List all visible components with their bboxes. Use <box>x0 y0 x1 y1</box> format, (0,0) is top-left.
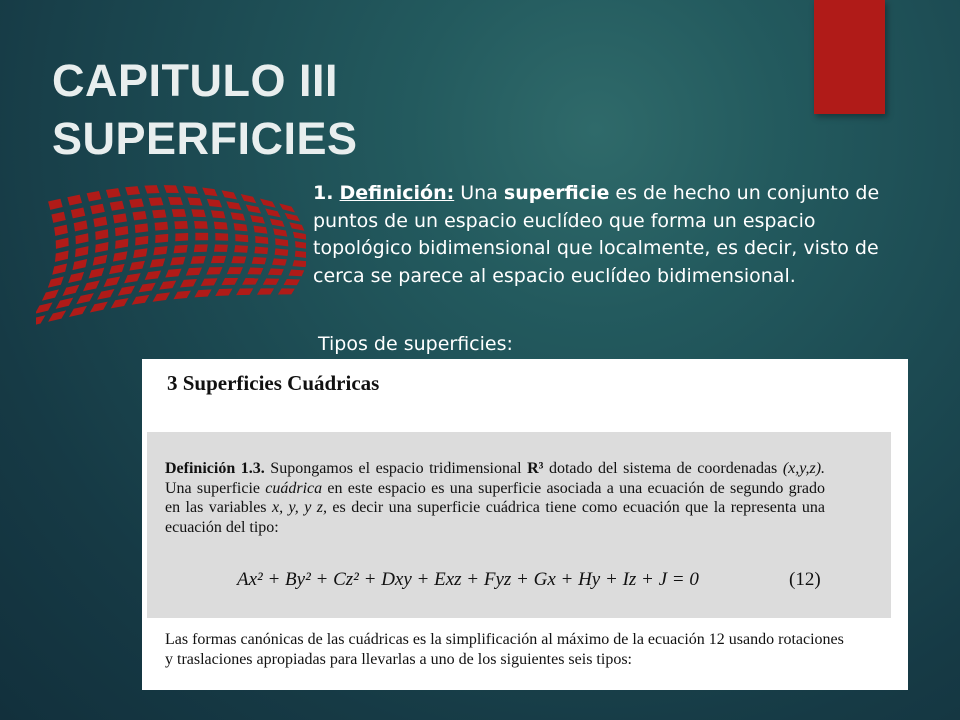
types-label: Tipos de superficies: <box>318 333 513 355</box>
grid-cell <box>113 251 127 261</box>
grid-cell <box>164 185 179 193</box>
grid-cell <box>247 267 263 274</box>
def-part1: Supongamos el espacio tridimensional <box>264 460 528 477</box>
grid-cell <box>207 199 222 208</box>
grid-cell <box>72 259 87 270</box>
grid-cell <box>95 242 108 253</box>
grid-cell <box>67 195 82 206</box>
grid-cell <box>183 186 198 194</box>
quadric-surfaces-excerpt <box>142 359 908 690</box>
grid-cell <box>168 197 183 205</box>
grid-cell <box>149 197 164 206</box>
grid-cell <box>51 212 65 223</box>
grid-cell <box>235 234 248 242</box>
grid-cell <box>170 257 185 266</box>
grid-cell <box>289 222 304 230</box>
def-vars: x, y, y z, <box>271 499 327 516</box>
canonical-forms-text: Las formas canónicas de las cuádricas es la simplificación al máximo de la ecuación 12 usando rotaciones y traslaciones apropiadas para llevarlas a uno de los siguientes seis tipos: <box>165 631 844 668</box>
grid-cell <box>272 258 287 265</box>
grid-cell <box>56 238 69 249</box>
grid-cell <box>135 223 148 233</box>
grid-cell <box>253 225 267 233</box>
definition-paragraph <box>313 180 893 290</box>
grid-cell <box>132 295 150 305</box>
grid-cell <box>89 268 105 279</box>
grid-cell <box>133 211 147 220</box>
equation-number: (12) <box>789 569 821 590</box>
grid-cell <box>152 210 166 219</box>
grid-cell <box>36 302 53 313</box>
grid-cell <box>48 276 64 287</box>
grid-cell <box>129 199 144 208</box>
grid-cell <box>214 244 228 251</box>
grid-cell <box>55 251 69 262</box>
grid-cell <box>118 286 135 296</box>
grid-cell <box>211 256 226 263</box>
quadric-definition <box>165 459 825 537</box>
grid-cell <box>257 288 274 294</box>
grid-cell <box>145 271 161 281</box>
grid-cell <box>42 289 59 300</box>
grid-cell <box>138 283 155 293</box>
grid-cell <box>260 198 276 207</box>
grid-cell <box>93 255 108 266</box>
grid-cell <box>268 268 284 275</box>
grid-cell <box>206 267 222 274</box>
definition-term: superficie <box>503 182 610 204</box>
grid-cell <box>236 288 253 295</box>
grid-cell <box>279 203 295 212</box>
grid-cell <box>221 278 238 285</box>
grid-cell <box>221 190 237 199</box>
grid-cell <box>153 292 171 301</box>
grid-cell <box>284 279 301 285</box>
grid-cell <box>159 281 176 290</box>
grid-cell <box>194 244 208 252</box>
grid-cell <box>75 246 88 257</box>
grid-cell <box>155 222 169 231</box>
grid-cell <box>87 191 102 201</box>
grid-cell <box>187 197 202 205</box>
grid-cell <box>174 245 188 253</box>
grid-cell <box>115 226 128 236</box>
grid-cell <box>195 233 208 241</box>
grid-cell <box>172 209 186 217</box>
grid-cell <box>295 251 306 258</box>
grid-cell <box>214 222 228 230</box>
grid-cell <box>76 293 94 304</box>
definition-intro: Una <box>454 182 504 204</box>
grid-cell <box>90 302 108 313</box>
grid-cell <box>273 228 287 236</box>
grid-cell <box>211 210 226 218</box>
grid-cell <box>71 208 85 219</box>
grid-cell <box>234 245 248 253</box>
def-quadric: cuádrica <box>265 479 323 497</box>
def-part5: es decir una superficie cuádrica tiene como ecuación que la representa una ecuación del tipo: <box>165 499 826 536</box>
grid-cell <box>270 218 285 227</box>
title-line-2: SUPERFICIES <box>52 113 358 164</box>
grid-cell <box>52 263 67 274</box>
grid-cell <box>194 221 208 229</box>
grid-cell <box>292 260 306 267</box>
definition-label: Definición: <box>339 182 455 204</box>
grid-cell <box>190 256 205 264</box>
grid-cell <box>175 233 188 241</box>
grid-cell <box>75 233 88 244</box>
grid-cell <box>69 306 87 317</box>
grid-cell <box>242 278 259 285</box>
grid-cell <box>106 188 121 198</box>
grid-cell <box>254 246 268 254</box>
grid-cell <box>231 212 246 221</box>
grid-cell <box>252 257 267 264</box>
grid-cell <box>186 267 202 275</box>
grid-cell <box>241 194 257 203</box>
grid-cell <box>48 199 63 210</box>
grid-cell <box>250 215 265 224</box>
grid-cell <box>234 223 248 231</box>
grid-cell <box>144 185 159 193</box>
grid-cell <box>74 220 88 231</box>
grid-cell <box>255 236 268 244</box>
grid-cell <box>36 315 45 326</box>
definition-number: 1. <box>313 182 334 204</box>
def-part3: Una superficie <box>165 479 266 497</box>
grid-cell <box>125 186 140 195</box>
grid-cell <box>285 213 301 222</box>
grid-cell <box>90 204 105 215</box>
grid-cell <box>295 241 306 249</box>
grid-cell <box>227 267 243 274</box>
section-heading: 3 Superficies Cuádricas <box>167 371 380 395</box>
grid-cell <box>289 270 305 277</box>
grid-cell <box>129 261 145 271</box>
grid-cell <box>226 201 241 210</box>
grid-cell <box>153 246 167 255</box>
grid-cell <box>278 288 295 294</box>
grid-cell <box>191 209 206 217</box>
grid-cell <box>62 285 79 296</box>
def-coords: (x,y,z). <box>782 460 826 477</box>
grid-cell <box>133 248 147 258</box>
grid-cell <box>104 276 121 287</box>
grid-cell <box>202 187 217 196</box>
grid-cell <box>150 258 165 267</box>
grid-cell <box>194 289 211 297</box>
surface-grid-graphic <box>36 172 306 352</box>
definition-text: es de hecho un conjunto de puntos de un espacio euclídeo que forma un espacio topológico bidimensional que localmente, es decir, visto de cerca se parece al espacio euclídeo bidimensional. <box>313 182 880 287</box>
grid-cell <box>275 248 289 256</box>
grid-cell <box>246 204 261 213</box>
def-r3: R³ <box>527 460 544 477</box>
grid-cell <box>97 289 114 300</box>
red-accent-tab <box>814 0 885 114</box>
quadric-equation: Ax² + By² + Cz² + Dxy + Exz + Fyz + Gx + Hy + Iz + J = 0 <box>237 569 699 590</box>
grid-cell <box>275 238 288 246</box>
grid-cell <box>174 221 188 229</box>
grid-cell <box>155 234 168 243</box>
grid-cell <box>215 233 228 241</box>
grid-cell <box>54 225 68 236</box>
grid-cell <box>165 269 181 278</box>
grid-cell <box>263 278 280 285</box>
def-part4: en este espacio es una superficie asociada a una ecuación de segundo grado en las variables <box>165 479 826 516</box>
grid-cell <box>48 310 66 321</box>
grid-cell <box>115 239 128 249</box>
grid-cell <box>83 280 100 291</box>
def-part2: dotado del sistema de coordenadas <box>543 460 783 477</box>
grid-cell <box>95 229 108 240</box>
title-line-1: CAPITULO III <box>52 55 338 106</box>
grid-cell <box>135 236 148 246</box>
def-label: Definición 1.3. <box>165 460 265 477</box>
grid-cell <box>265 208 281 217</box>
grid-cell <box>180 279 197 287</box>
grid-cell <box>68 272 84 283</box>
grid-cell <box>93 217 107 228</box>
grid-cell <box>124 273 141 283</box>
grid-cell <box>56 298 74 309</box>
grid-cell <box>293 232 306 240</box>
grid-cell <box>111 298 129 308</box>
grid-cell <box>201 278 218 286</box>
grid-cell <box>109 264 125 274</box>
slide-title <box>52 52 358 168</box>
grid-cell <box>113 213 127 223</box>
grid-cell <box>215 289 232 296</box>
grid-cell <box>110 201 125 211</box>
grid-cell <box>173 291 191 300</box>
grid-cell <box>231 256 246 263</box>
